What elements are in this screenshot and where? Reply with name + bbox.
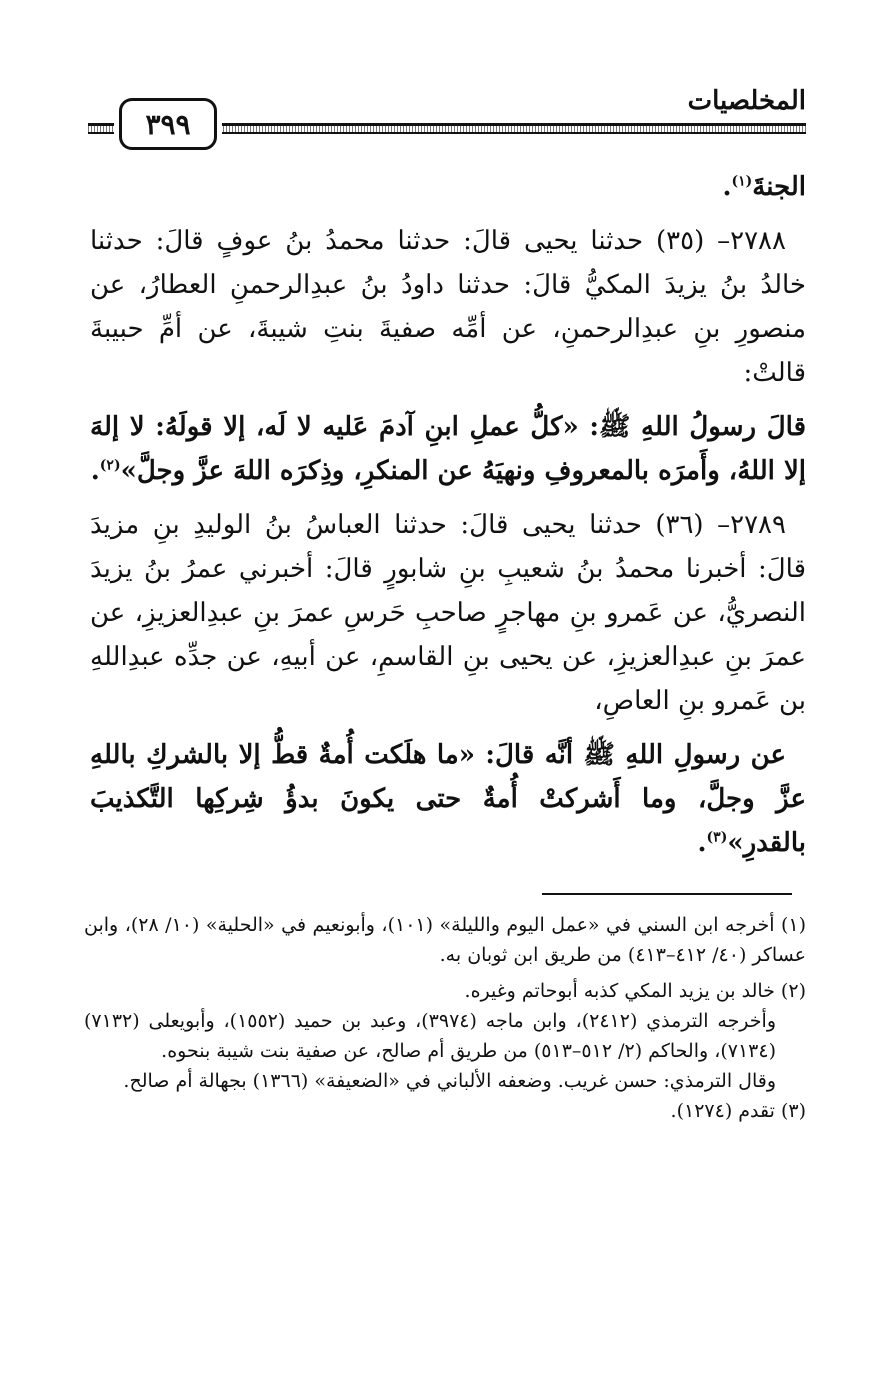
entry-2789-hadith-text: عن رسولِ اللهِ ﷺ أنَّه قالَ: «ما هلَكت أُمةٌ قطُّ إلا بالشركِ باللهِ عزَّ وجلَّ، وما أَشركتْ أُمةٌ حتى يكونَ بدؤُ شِركِها التَّكذيبَ بالقدرِ» (90, 740, 806, 858)
footnote-separator (542, 893, 792, 895)
footnote-2-b: وأخرجه الترمذي (٢٤١٢)، وابن ماجه (٣٩٧٤)، وعبد بن حميد (١٥٥٢)، وأبويعلى (٧١٣٢) (٧١٣٤)، والحاكم (٢/ ٥١٢–٥١٣) من طريق أم صالح، عن صفية بنت شيبة بنحوه. (84, 1010, 776, 1062)
footnote-ref-2: (٢) (99, 457, 121, 474)
footnote-2-c: وقال الترمذي: حسن غريب. وضعفه الألباني في «الضعيفة» (١٣٦٦) بجهالة أم صالح. (123, 1070, 776, 1092)
footnotes (84, 910, 806, 1126)
main-text (90, 165, 806, 875)
footnote-ref-3: (٣) (706, 829, 728, 846)
footnote-1: (١) أخرجه ابن السني في «عمل اليوم والليلة» (١٠١)، وأبونعيم في «الحلية» (١٠/ ٢٨)، وابن عساكر (٤٠/ ٤١٢–٤١٣) من طريق ابن ثوبان به. (84, 914, 807, 966)
continuation-text: الجنةَ (752, 172, 806, 202)
entry-2788-isnad-text: ٢٧٨٨– (٣٥) حدثنا يحيى قالَ: حدثنا محمدُ بنُ عوفٍ قالَ: حدثنا خالدُ بنُ يزيدَ المكيُّ قالَ: حدثنا داودُ بنُ عبدِالرحمنِ العطارُ، عن منصورِ بنِ عبدِالرحمنِ، عن أمِّه صفيةَ بنتِ شيبةَ، عن أمِّ حبيبةَ قالتْ: (90, 226, 806, 388)
entry-2788-isnad (90, 219, 806, 395)
entry-2789-isnad-text: ٢٧٨٩– (٣٦) حدثنا يحيى قالَ: حدثنا العباسُ بنُ الوليدِ بنِ مزيدَ قالَ: أخبرنا محمدُ بنُ شعيبِ بنِ شابورٍ قالَ: أخبرني عمرُ بنُ يزيدَ النصريُّ، عن عَمرو بنِ مهاجرٍ صاحبِ حَرسِ عمرَ بنِ عبدِالعزيزِ، عن عمرَ بنِ عبدِالعزيزِ، عن يحيى بنِ القاسمِ، عن أبيهِ، عن جدِّه عبدِاللهِ بن عَمرو بنِ العاصِ، (90, 510, 806, 716)
continuation-line: الجنةَ$^{(١)}$. (722, 172, 806, 202)
page-number-box (119, 98, 217, 150)
running-title: المخلصيات (674, 86, 806, 116)
entry-2788-hadith: قالَ رسولُ اللهِ ﷺ: «كلُّ عملِ ابنِ آدمَ عَليه لا لَه، إلا قولَهُ: لا إلهَ إلا اللهُ، وأَمرَه بالمعروفِ ونهيَهُ عن المنكرِ، وذِكرَه اللهَ عزَّ وجلَّ»$^{(٢)}$. (90, 412, 806, 486)
entry-2789-hadith: عن رسولِ اللهِ ﷺ أنَّه قالَ: «ما هلَكت أُمةٌ قطُّ إلا بالشركِ باللهِ عزَّ وجلَّ، وما أَشركتْ أُمةٌ حتى يكونَ بدؤُ شِركِها التَّكذيبَ بالقدرِ»$^{(٣)}$. (90, 740, 806, 858)
entry-2789-isnad (90, 503, 806, 723)
entry-2788-hadith-text: قالَ رسولُ اللهِ ﷺ: «كلُّ عملِ ابنِ آدمَ عَليه لا لَه، إلا قولَهُ: لا إلهَ إلا اللهُ، وأَمرَه بالمعروفِ ونهيَهُ عن المنكرِ، وذِكرَه اللهَ عزَّ وجلَّ» (90, 412, 806, 486)
footnote-ref-1: (١) (731, 173, 753, 190)
footnote-3: (٣) تقدم (١٢٧٤). (670, 1100, 806, 1122)
footnote-2-a: (٢) خالد بن يزيد المكي كذبه أبوحاتم وغيره. (464, 980, 806, 1002)
page-header (88, 86, 806, 152)
page-number: ٣٩٩ (145, 107, 191, 141)
